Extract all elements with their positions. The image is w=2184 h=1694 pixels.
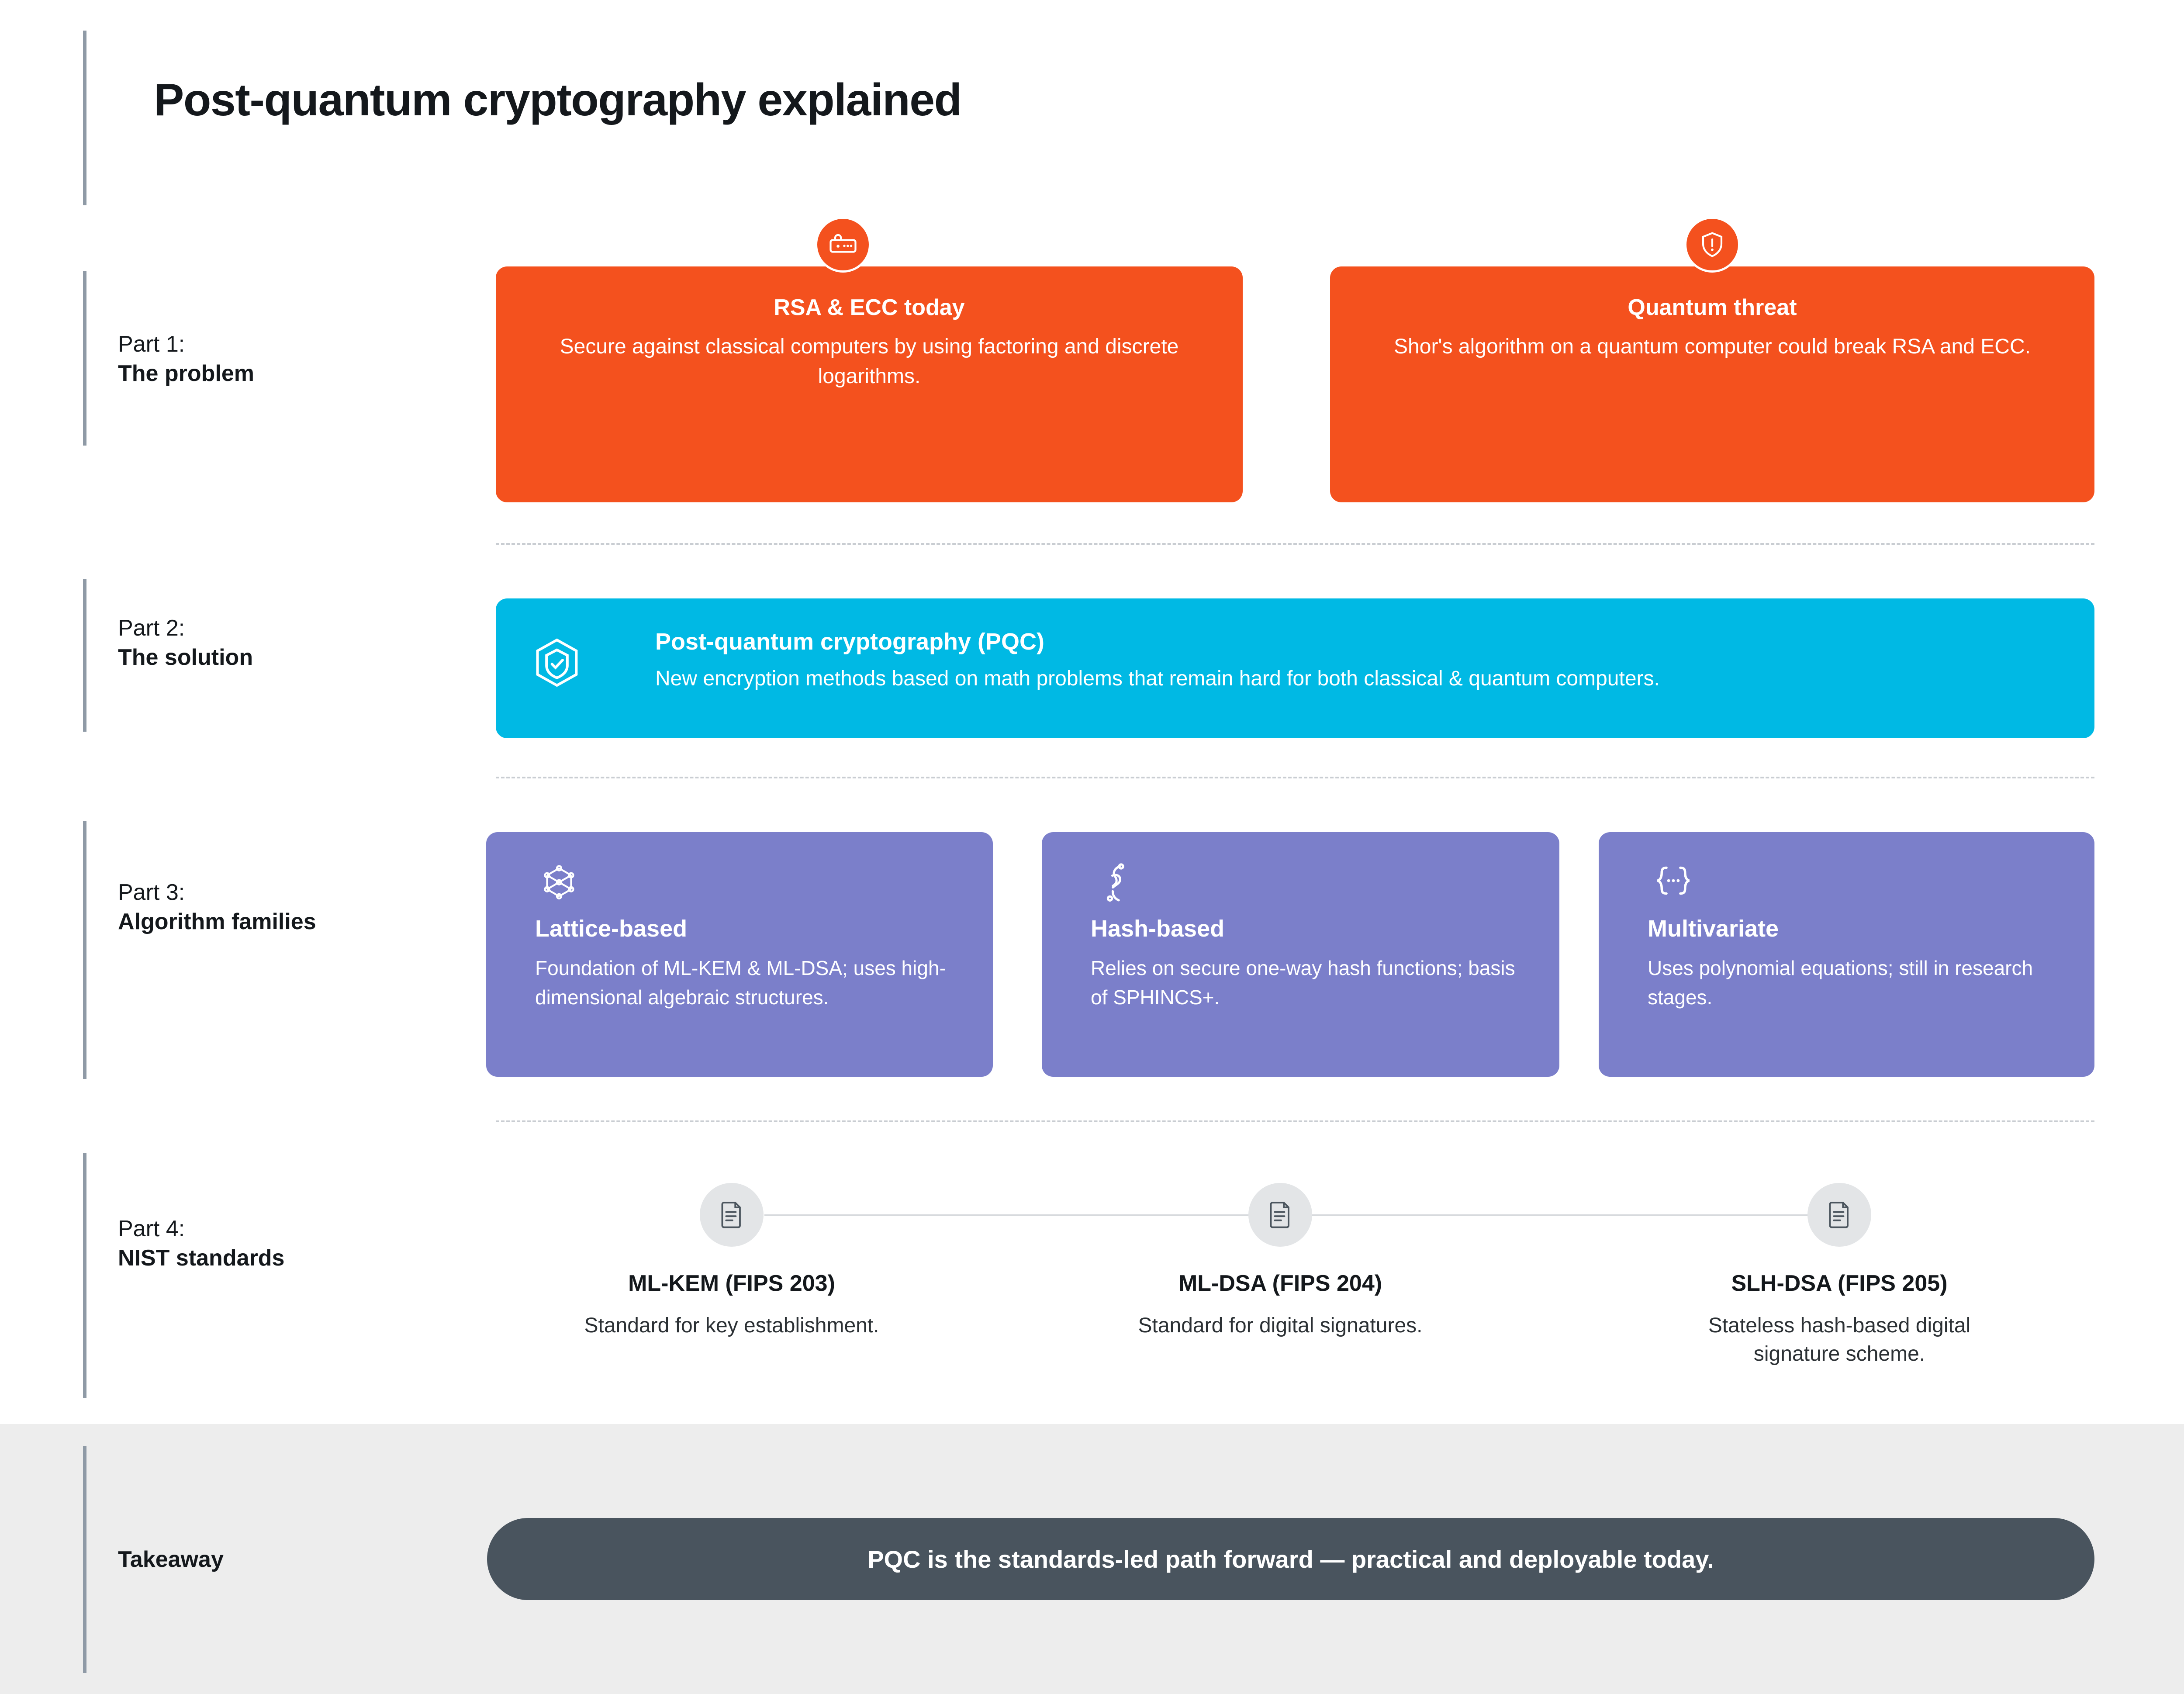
card-pqc-title: Post-quantum cryptography (PQC) <box>655 629 1045 655</box>
part2-rail <box>83 579 86 732</box>
part4-label-top: Part 4: <box>118 1216 185 1241</box>
hash-knot-icon <box>1091 859 1139 907</box>
part3-label-top: Part 3: <box>118 880 185 905</box>
standard-3-icon-circle <box>1807 1183 1871 1247</box>
curly-braces-icon <box>1648 857 1696 905</box>
card-multivariate-title: Multivariate <box>1648 916 1779 942</box>
standard-1-title: ML-KEM (FIPS 203) <box>628 1271 835 1296</box>
shield-hexagon-icon <box>529 634 585 691</box>
standard-3-body: Stateless hash-based digital signature scheme. <box>1708 1314 1971 1366</box>
takeaway-label: Takeaway <box>118 1547 224 1572</box>
part3-label <box>118 878 316 936</box>
part3-label-bottom: Algorithm families <box>118 909 316 934</box>
page-title: Post-quantum cryptography explained <box>154 75 961 125</box>
lattice-grid-icon <box>535 859 583 907</box>
takeaway-rail <box>83 1446 86 1673</box>
part3-rail <box>83 821 86 1079</box>
part2-label-bottom: The solution <box>118 644 253 670</box>
part1-rail <box>83 271 86 446</box>
standard-2-body: Standard for digital signatures. <box>1138 1314 1423 1337</box>
divider-3 <box>496 1120 2094 1122</box>
standard-2-icon-circle <box>1248 1183 1312 1247</box>
part1-label-top: Part 1: <box>118 332 185 357</box>
card-rsa-ecc-body: Secure against classical computers by using factoring and discrete logarithms. <box>560 335 1179 388</box>
card-lattice-body: Foundation of ML-KEM & ML-DSA; uses high- dimensional algebraic structures. <box>535 957 946 1009</box>
card-hash-title: Hash-based <box>1091 916 1225 942</box>
certificate-document-icon <box>715 1198 748 1231</box>
card-lattice-title: Lattice-based <box>535 916 688 942</box>
certificate-document-icon <box>1823 1198 1856 1231</box>
takeaway-text: PQC is the standards-led path forward — practical and deployable today. <box>867 1545 1714 1573</box>
card-hash-based <box>1042 832 1559 1077</box>
warning-shield-icon <box>1684 217 1740 273</box>
part4-rail <box>83 1153 86 1398</box>
title-rule <box>83 31 86 205</box>
part4-label-bottom: NIST standards <box>118 1245 285 1271</box>
divider-2 <box>496 777 2094 778</box>
card-rsa-ecc-title: RSA & ECC today <box>774 295 965 320</box>
card-rsa-ecc <box>496 266 1243 502</box>
part1-label-bottom: The problem <box>118 360 255 386</box>
part4-label <box>118 1214 284 1272</box>
divider-1 <box>496 543 2094 545</box>
part2-label <box>118 614 253 672</box>
standard-1-icon-circle <box>700 1183 764 1247</box>
certificate-document-icon <box>1264 1198 1297 1231</box>
card-multivariate <box>1599 832 2094 1077</box>
part1-label <box>118 330 254 388</box>
card-multivariate-body: Uses polynomial equations; still in research stages. <box>1648 957 2033 1009</box>
card-quantum-threat <box>1330 266 2094 502</box>
card-quantum-threat-body: Shor's algorithm on a quantum computer could break RSA and ECC. <box>1394 335 2031 358</box>
card-hash-body: Relies on secure one-way hash functions; basis of SPHINCS+. <box>1091 957 1515 1009</box>
standard-1-body: Standard for key establishment. <box>584 1314 879 1337</box>
card-lattice-based <box>486 832 993 1077</box>
standard-2-title: ML-DSA (FIPS 204) <box>1178 1271 1382 1296</box>
standard-3-title: SLH-DSA (FIPS 205) <box>1731 1271 1948 1296</box>
card-quantum-threat-title: Quantum threat <box>1628 295 1797 320</box>
card-pqc-body: New encryption methods based on math problems that remain hard for both classical & quantum computers. <box>655 667 1660 690</box>
password-lock-icon <box>815 217 871 273</box>
part2-label-top: Part 2: <box>118 615 185 641</box>
takeaway-pill <box>487 1518 2094 1600</box>
